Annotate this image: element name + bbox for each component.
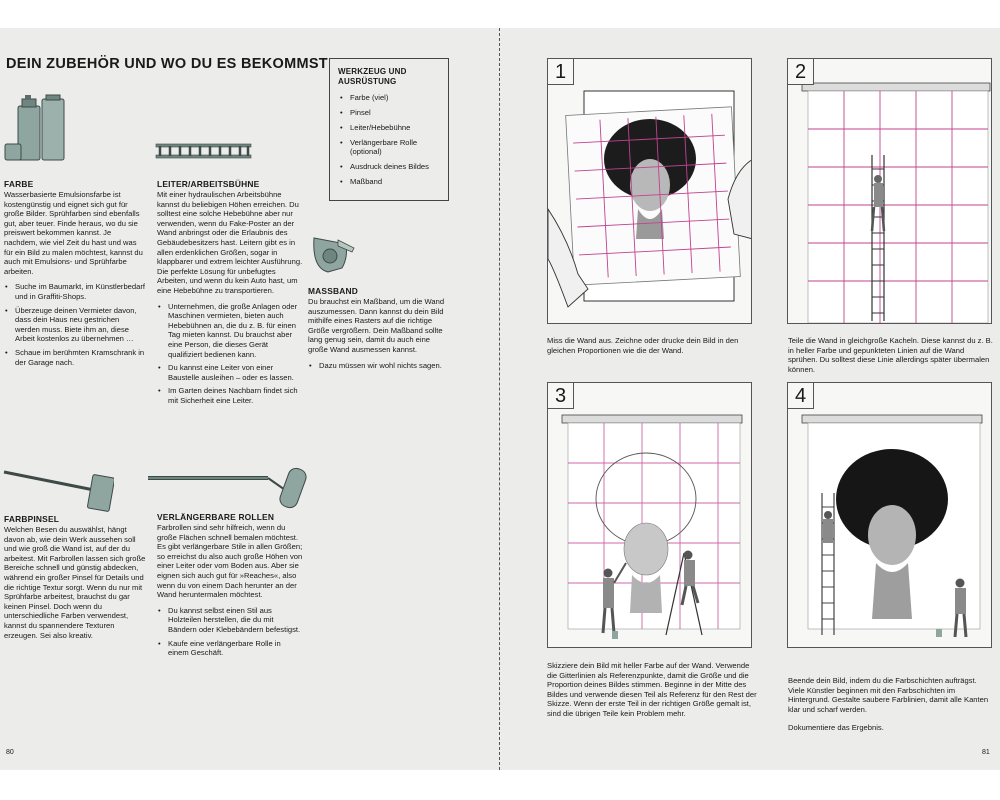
step-4-caption-note: Dokumentiere das Ergebnis. [788, 723, 884, 733]
step-1-caption: Miss die Wand aus. Zeichne oder drucke dein Bild in den gleichen Proportionen wie die der Wand. [547, 336, 739, 355]
rollen-bullet: • Du kannst selbst einen Stil aus Holzteilen herstellen, die du mit Bändern oder Klebebändern befestigst. [157, 606, 303, 635]
toolbox-item: • Pinsel [338, 108, 440, 117]
farbe-heading: FARBE [4, 179, 34, 189]
step-3-drawing [548, 383, 752, 648]
leiter-bullet: • Unternehmen, die große Anlagen oder Maschinen vermieten, bieten auch Hebebühnen an, die du z. B. für einen Tag mieten kannst. Du brauchst aber eine Person, die dieses Gerät qualifiziert bedienen kann. [157, 302, 303, 360]
leiter-section [157, 179, 303, 409]
step-3-number: 3 [548, 383, 574, 409]
step-1-illustration [547, 58, 752, 324]
ladder-illustration [154, 140, 254, 162]
leiter-text: Mit einer hydraulischen Arbeitsbühne kannst du beliebigen Höhen erreichen. Du solltest eine solche Hebebühne aber nur verwenden, wenn du Fake-Poster an der Wand anbringst oder die Erlaubnis des Gebäudebesitzers hast. Leitern gibt es in allen erdenklichen Größen, sogar in klappbarer und extrem leichter Ausführung. Die perfekte Lösung für unbefugtes Arbeiten, und wenn du kein Auto hast, um eine Hebebühne zu transportieren. [157, 190, 303, 295]
step-4-number: 4 [788, 383, 814, 409]
brush-illustration [2, 464, 114, 512]
toolbox-item: • Maßband [338, 177, 440, 186]
toolbox-item: • Verlängerbare Rolle (optional) [338, 138, 440, 156]
leiter-heading: LEITER/ARBEITSBÜHNE [157, 179, 260, 189]
toolbox-list [329, 58, 449, 201]
toolbox-heading: WERKZEUG UND AUSRÜSTUNG [338, 67, 407, 86]
roller-illustration [146, 466, 318, 512]
massband-bullet: • Dazu müssen wir wohl nichts sagen. [308, 361, 448, 371]
step-3-illustration [547, 382, 752, 648]
page-number-left: 80 [6, 749, 14, 756]
farbpinsel-section [4, 514, 146, 640]
massband-section [308, 286, 448, 374]
farbpinsel-text: Welchen Besen du auswählst, hängt davon ab, wie dein Werk aussehen soll und wie groß die Wand ist, auf der du arbeitest. Mit Farbrollen lassen sich große Bereiche schnell und günstig abdecken, während ein großer Pinsel für Details und die richtige Textur sorgt. Wenn du nur mit Sprühfarbe arbeitest, brauchst du gar keinen Pinsel. Doch wenn du unterschiedliche Farben verwendest, kannst du spannendere Texturen erzeugen. Sei also kreativ. [4, 525, 146, 640]
toolbox-item: • Ausdruck deines Bildes [338, 162, 440, 171]
step-4-caption-main: Beende dein Bild, indem du die Farbschichten aufträgst. Viele Künstler beginnen mit den Farbschichten im Hintergrund. Gestalte saubere Farblinien, damit alle Kanten klar und scharf werden. [788, 676, 989, 714]
book-spread [0, 28, 1000, 770]
massband-text: Du brauchst ein Maßband, um die Wand auszumessen. Dann kannst du dein Bild mithilfe eines Rasters auf die richtige Größe vergrößern. Dein Maßband sollte lang genug sein, damit du auch eine große Wand ausmessen kannst. [308, 297, 445, 354]
leiter-bullet: • Im Garten deines Nachbarn findet sich mit Sicherheit eine Leiter. [157, 386, 303, 405]
rollen-bullet: • Kaufe eine verlängerbare Rolle in einem Geschäft. [157, 639, 303, 658]
step-1-number: 1 [548, 59, 574, 85]
step-3-caption: Skizziere dein Bild mit heller Farbe auf der Wand. Verwende die Gitterlinien als Referenzpunkte, damit die Größe und die Proportion deines Bildes stimmen. Beginne in der Mitte des Bildes und verwende diesen Teil als Referenz für den Rest der Skizze. Wenn der erste Teil in der richtigen Größe gemalt ist, sind die übrigen Teile kein Problem mehr. [547, 661, 757, 718]
farbpinsel-heading: FARBPINSEL [4, 514, 60, 524]
farbe-bullet: • Überzeuge deinen Vermieter davon, dass dein Haus neu gestrichen werden muss. Biete ihm an, diese Arbeit kostenlos zu übernehmen … [4, 306, 146, 344]
farbe-text: Wasserbasierte Emulsionsfarbe ist kostengünstig und eignet sich gut für große Bilder. Sprühfarben sind ebenfalls gut, aber teuer. Finde heraus, wo du sie preiswert bekommen kannst. Je nachdem, wie viel Zeit du hast und was für ein Bild zu malen möchtest, kannst du auch mit Emulsions- und Sprühfarbe arbeiten. [4, 190, 143, 276]
massband-heading: MASSBAND [308, 286, 358, 296]
step-1-drawing [548, 59, 752, 324]
step-2-drawing [788, 59, 992, 324]
step-4-illustration [787, 382, 992, 648]
rollen-section [157, 512, 303, 662]
step-4-drawing [788, 383, 992, 648]
leiter-bullet: • Du kannst eine Leiter von einer Baustelle ausleihen – oder es lassen. [157, 363, 303, 382]
step-2-caption: Teile die Wand in gleichgroße Kacheln. Diese kannst du z. B. in heller Farbe und gepunkteten Linien auf die Wand sprühen. Du solltest diese Linie allerdings später übermalen können. [788, 336, 993, 374]
rollen-text: Farbrollen sind sehr hilfreich, wenn du große Flächen schnell bemalen möchtest. Es gibt verlängerbare Stile in allen Größen; so erreichst du also auch große Höhen von einer Leiter oder vom Boden aus. Aber sie eignen sich auch gut für »Reaches«, also wenn du von einem Dach herunter an der Wand heruntermalen möchtest. [157, 523, 303, 600]
step-4-caption [788, 676, 994, 733]
farbe-bullet: • Suche im Baumarkt, im Künstlerbedarf und in Graffiti-Shops. [4, 282, 146, 301]
rollen-heading: VERLÄNGERBARE ROLLEN [157, 512, 275, 522]
toolbox-item: • Leiter/Hebebühne [338, 123, 440, 132]
book-spine [499, 28, 500, 770]
farbe-bullet: • Schaue im berühmten Kramschrank in der Garage nach. [4, 348, 146, 367]
paint-cans-illustration [4, 94, 70, 164]
step-2-number: 2 [788, 59, 814, 85]
toolbox-item: • Farbe (viel) [338, 93, 440, 102]
page-title: DEIN ZUBEHÖR UND WO DU ES BEKOMMST [6, 56, 328, 72]
page-number-right: 81 [982, 749, 990, 756]
step-2-illustration [787, 58, 992, 324]
farbe-section [4, 179, 146, 371]
tape-measure-illustration [308, 228, 356, 274]
